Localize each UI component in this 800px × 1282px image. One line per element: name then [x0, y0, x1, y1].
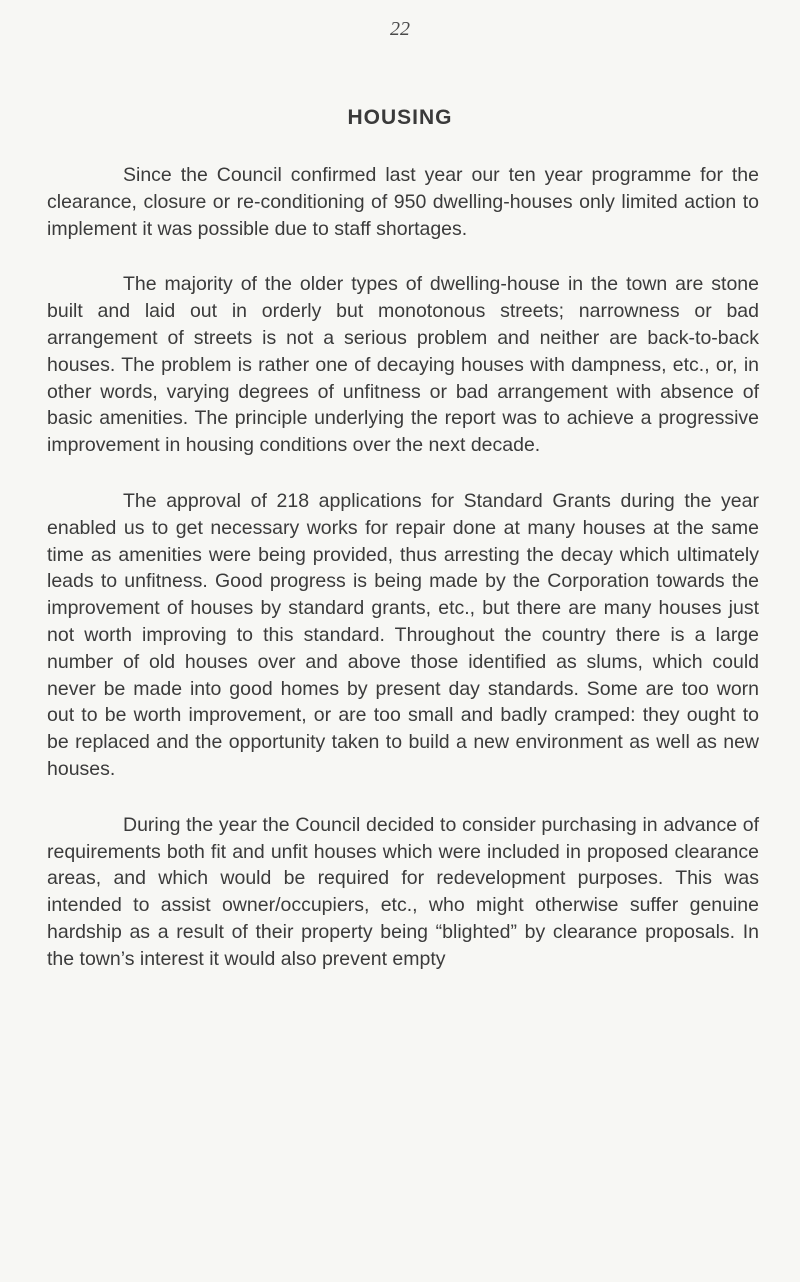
section-title: HOUSING [347, 106, 453, 129]
body-text [47, 162, 759, 1002]
page-number: 22 [390, 18, 410, 40]
paragraph-4: During the year the Council decided to consider purchasing in advance of requirements both fit and unfit houses which were included in proposed clearance areas, and which would be required for redevelopment purposes. This was intended to assist owner/occupiers, etc., who might otherwise suffer genuine hardship as a result of their property being “blighted” by clearance proposals. In the town’s interest it would also prevent empty [47, 813, 759, 970]
paragraph-3: The approval of 218 applications for Standard Grants during the year enabled us to get necessary works for repair done at many houses at the same time as amenities were being provided, thus arresting the decay which ultimately leads to unfitness. Good progress is being made by the Corporation towards the improvement of houses by standard grants, etc., but there are many houses just not worth improving to this standard. Throughout the country there is a large number of old houses over and above those identified as slums, which could never be made into good homes by present day standards. Some are too worn out to be worth improvement, or are too small and badly cramped: they ought to be replaced and the opportunity taken to build a new environment as well as new houses. [47, 489, 759, 780]
paragraph-1: Since the Council confirmed last year our ten year programme for the clearance, closure or re-conditioning of 950 dwelling-houses only limited action to implement it was possible due to staff shortages. [47, 164, 759, 240]
paragraph-2: The majority of the older types of dwelling-house in the town are stone built and laid out in orderly but monotonous streets; narrowness or bad arrangement of streets is not a serious problem and neither are back-to-back houses. The problem is rather one of decaying houses with dampness, etc., or, in other words, varying degrees of unfitness or bad arrangement with absence of basic amenities. The principle underlying the report was to achieve a progressive improvement in housing conditions over the next decade. [47, 273, 759, 457]
